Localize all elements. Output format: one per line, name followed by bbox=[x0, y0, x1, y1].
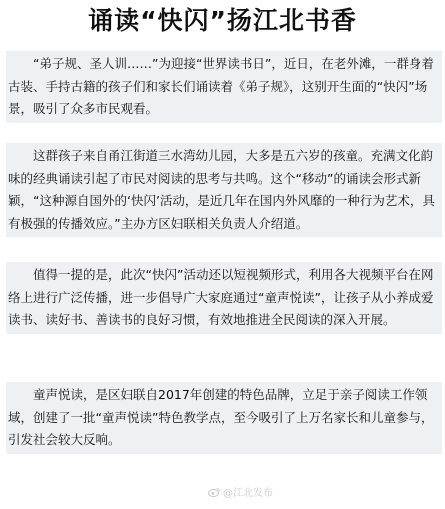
article-paragraph-3: 值得一提的是，此次“快闪”活动还以短视频形式，利用各大视频平台在网络上进行广泛传播，进一步倡导广大家庭通过“童声悦读”，让孩子从小养成爱读书、读好书、善读书的良好习惯，有效地推进全民阅读的深入开展。 bbox=[6, 262, 442, 334]
article-paragraph-1: “弟子规、圣人训……”为迎接“世界读书日”，近日，在老外滩，一群身着古装、手持古籍的孩子们和家长们诵读着《弟子规》，这别开生面的“快闪”场景，吸引了众多市民观看。 bbox=[6, 51, 442, 123]
article-paragraph-4: 童声悦读，是区妇联自2017年创建的特色品牌，立足于亲子阅读工作领域，创建了一批“童声悦读”特色教学点，至今吸引了上万名家长和儿童参与，引发社会较大反响。 bbox=[6, 382, 442, 454]
source-watermark bbox=[208, 484, 273, 499]
weibo-icon bbox=[208, 487, 220, 497]
article-paragraph-2: 这群孩子来自甬江街道三水湾幼儿园，大多是五六岁的孩童。充满文化韵味的经典诵读引起了市民对阅读的思考与共鸣。这个“移动”的诵读会形式新颖，“这种源自国外的‘快闪’活动，是近几年在国内外风靡的一种行为艺术，具有极强的传播效应。”主办方区妇联相关负责人介绍道。 bbox=[6, 143, 442, 237]
watermark-text: @江北发布 bbox=[223, 488, 273, 499]
article-headline: 诵读“快闪”扬江北书香 bbox=[88, 6, 357, 35]
